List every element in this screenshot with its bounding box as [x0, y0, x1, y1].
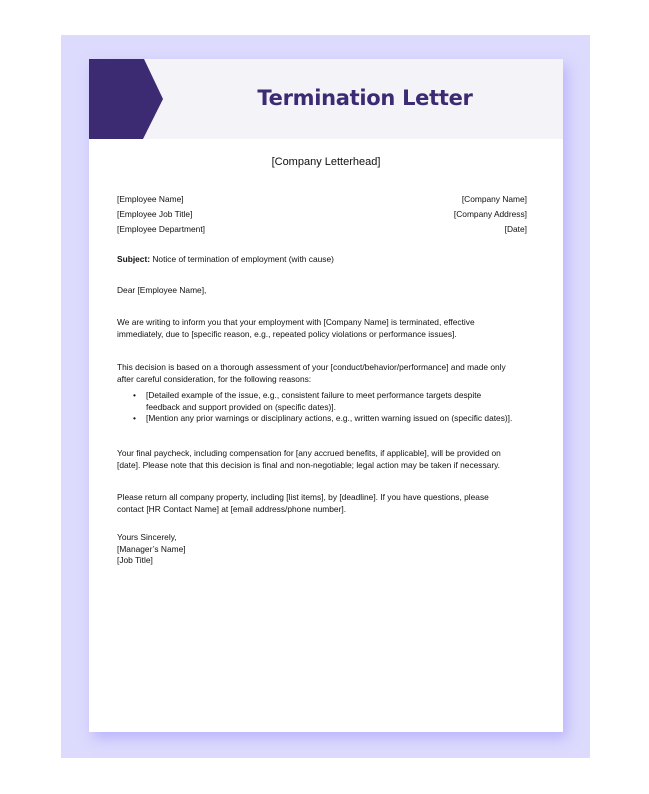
company-address: [Company Address]	[453, 209, 527, 219]
closing-phrase: Yours Sincerely,	[117, 532, 177, 542]
closing-signature	[117, 532, 537, 567]
letter-document	[89, 59, 563, 732]
company-name: [Company Name]	[461, 194, 527, 204]
paragraph-decision-basis	[117, 362, 537, 385]
reason-item	[117, 413, 546, 425]
bullet-icon: •	[133, 413, 136, 423]
bullet-icon: •	[133, 390, 136, 400]
employee-address-block	[117, 192, 205, 237]
manager-job-title: [Job Title]	[117, 555, 153, 565]
paragraph-line: immediately, due to [specific reason, e.g., repeated policy violations or performance issues].	[117, 328, 457, 339]
subject-label: Subject:	[117, 254, 151, 264]
paragraph-line: after careful consideration, for the following reasons:	[117, 373, 312, 384]
company-address-block	[454, 192, 527, 237]
employee-job-title: [Employee Job Title]	[117, 209, 193, 219]
paragraph-line: This decision is based on a thorough assessment of your [conduct/behavior/performance] and made only	[117, 362, 506, 372]
letter-date: [Date]	[504, 224, 527, 234]
reasons-list	[117, 390, 537, 425]
company-letterhead: [Company Letterhead]	[271, 156, 381, 168]
subject-text: Notice of termination of employment (with cause)	[150, 254, 334, 264]
document-title: Termination Letter	[257, 86, 473, 110]
reason-item	[117, 390, 546, 413]
reason-line: [Mention any prior warnings or disciplinary actions, e.g., written warning issued on (specific dates)].	[146, 413, 513, 423]
paragraph-final-paycheck	[117, 448, 537, 471]
chevron-banner-icon	[89, 59, 164, 139]
employee-department: [Employee Department]	[117, 224, 205, 234]
reason-line: feedback and support provided on (specific dates)].	[146, 401, 336, 412]
manager-name: [Manager’s Name]	[117, 543, 186, 554]
paragraph-line: We are writing to inform you that your employment with [Company Name] is terminated, effective	[117, 317, 475, 327]
paragraph-line: Please return all company property, including [list items], by [deadline]. If you have questions, please	[117, 492, 489, 502]
paragraph-termination-notice	[117, 317, 537, 340]
salutation: Dear [Employee Name],	[117, 285, 207, 295]
paragraph-line: [date]. Please note that this decision is final and non-negotiable; legal action may be taken if necessary.	[117, 459, 501, 470]
header-band	[89, 59, 563, 139]
paragraph-line: contact [HR Contact Name] at [email address/phone number].	[117, 503, 347, 514]
employee-name: [Employee Name]	[117, 194, 184, 204]
reasons-list-container	[117, 390, 537, 425]
reason-line: [Detailed example of the issue, e.g., consistent failure to meet performance targets despite	[146, 390, 482, 400]
paragraph-return-property	[117, 492, 537, 515]
paragraph-line: Your final paycheck, including compensation for [any accrued benefits, if applicable], will be provided on	[117, 448, 501, 458]
subject-line	[117, 254, 537, 266]
